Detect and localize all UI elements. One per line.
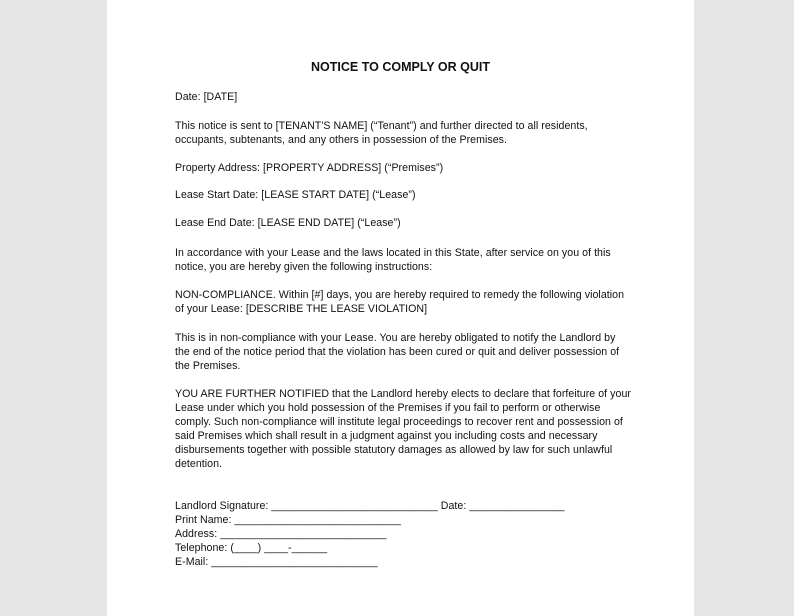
text-line: Print Name: ____________________________	[175, 514, 401, 526]
text-line: Landlord Signature: ____________________________ Date: ________________	[175, 500, 565, 512]
signature-block	[175, 499, 564, 569]
further-notice-paragraph	[175, 387, 631, 471]
text-line: Lease End Date: [LEASE END DATE] (“Lease”)	[175, 217, 401, 229]
text-line: Lease Start Date: [LEASE START DATE] (“Lease”)	[175, 189, 416, 201]
date-line	[175, 90, 237, 104]
text-line: comply. Such non-compliance will institute legal proceedings to recover rent and possession of	[175, 416, 623, 428]
notice-recipient-paragraph	[175, 119, 588, 147]
instructions-intro-paragraph	[175, 246, 611, 274]
text-line: notice, you are hereby given the following instructions:	[175, 261, 433, 273]
text-line: E-Mail: ____________________________	[175, 556, 378, 568]
lease-end-date-line	[175, 216, 401, 230]
text-line: In accordance with your Lease and the laws located in this State, after service on you of this	[175, 247, 611, 259]
text-line: Lease under which you hold possession of the Premises if you fail to perform or otherwise	[175, 402, 601, 414]
text-line: Property Address: [PROPERTY ADDRESS] (“Premises”)	[175, 162, 444, 174]
text-line: This is in non-compliance with your Lease. You are hereby obligated to notify the Landlord by	[175, 332, 616, 344]
text-line: YOU ARE FURTHER NOTIFIED that the Landlord hereby elects to declare that forfeiture of your	[175, 388, 631, 400]
property-address-line	[175, 161, 443, 175]
text-line: occupants, subtenants, and any others in possession of the Premises.	[175, 134, 507, 146]
text-line: NON-COMPLIANCE. Within [#] days, you are hereby required to remedy the following violation	[175, 289, 625, 301]
obligation-paragraph	[175, 331, 619, 373]
text-line: This notice is sent to [TENANT'S NAME] (“Tenant”) and further directed to all residents,	[175, 120, 588, 132]
non-compliance-paragraph	[175, 288, 624, 316]
text-line: the Premises.	[175, 360, 241, 372]
text-line: Date: [DATE]	[175, 91, 238, 103]
text-line: said Premises which shall result in a judgment against you including costs and necessary	[175, 430, 598, 442]
text-line: Telephone: (____) ____-______	[175, 542, 328, 554]
document-title: NOTICE TO COMPLY OR QUIT	[311, 60, 490, 74]
text-line: disbursements together with possible statutory damages as allowed by law for such unlawful	[175, 444, 613, 456]
text-line: Address: ____________________________	[175, 528, 387, 540]
lease-start-date-line	[175, 188, 416, 202]
document-page	[107, 0, 694, 616]
text-line: the end of the notice period that the violation has been cured or quit and deliver possession of	[175, 346, 620, 358]
text-line: detention.	[175, 458, 223, 470]
text-line: of your Lease: [DESCRIBE THE LEASE VIOLATION]	[175, 303, 428, 315]
